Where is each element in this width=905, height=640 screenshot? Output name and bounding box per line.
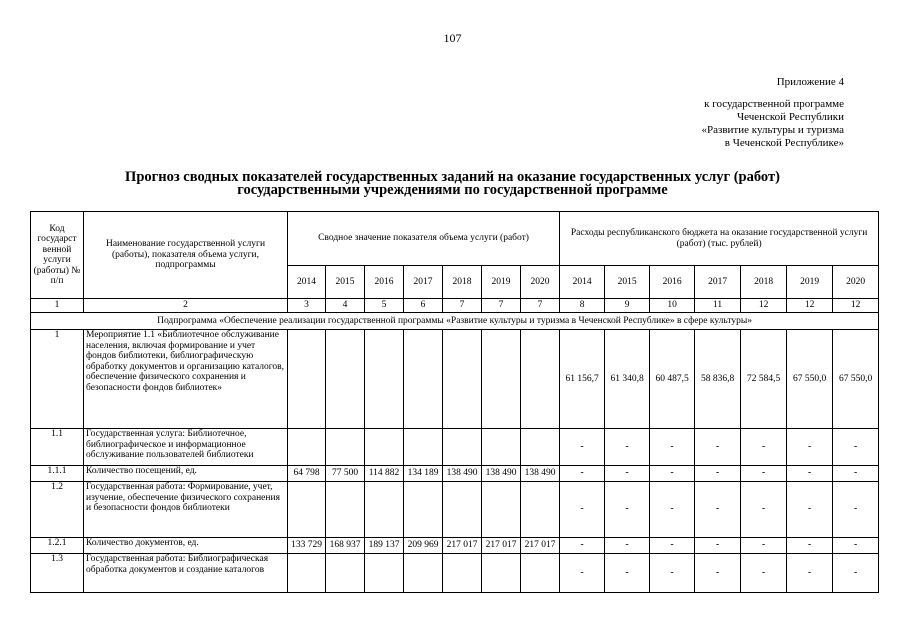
year-header: 2016	[650, 266, 695, 299]
volume-cell: 77 500	[326, 466, 365, 482]
volume-cell	[443, 482, 482, 538]
row-name: Государственная услуга: Библиотечное, библиографическое и информационное обслуживание пользователей библиотеки	[84, 429, 288, 466]
expense-cell: -	[650, 538, 695, 554]
volume-cell	[404, 429, 443, 466]
header-name: Наименование государственной услуги (работы), показателя объема услуги, подпрограммы	[84, 212, 288, 299]
expense-cell: -	[560, 554, 605, 593]
year-header: 2015	[605, 266, 650, 299]
column-number: 7	[521, 299, 560, 313]
expense-cell: -	[650, 554, 695, 593]
volume-cell	[521, 482, 560, 538]
volume-cell	[365, 429, 404, 466]
row-number: 1.2	[31, 482, 84, 538]
volume-cell: 133 729	[288, 538, 326, 554]
column-number: 12	[787, 299, 833, 313]
volume-cell	[326, 429, 365, 466]
year-header: 2018	[443, 266, 482, 299]
volume-cell: 217 017	[482, 538, 521, 554]
volume-cell	[365, 554, 404, 593]
volume-cell	[521, 429, 560, 466]
table-row	[31, 466, 879, 482]
expense-cell: -	[695, 466, 741, 482]
volume-cell: 168 937	[326, 538, 365, 554]
column-number: 10	[650, 299, 695, 313]
expense-cell: -	[695, 554, 741, 593]
volume-cell	[482, 330, 521, 429]
volume-cell: 134 189	[404, 466, 443, 482]
volume-cell: 217 017	[521, 538, 560, 554]
column-number: 1	[31, 299, 84, 313]
expense-cell: -	[695, 538, 741, 554]
year-header: 2019	[482, 266, 521, 299]
page-number: 107	[443, 31, 462, 45]
volume-cell	[288, 429, 326, 466]
appendix-line: «Развитие культуры и туризма	[701, 124, 844, 136]
column-number: 5	[365, 299, 404, 313]
table-row	[31, 429, 879, 466]
appendix-line: Чеченской Республики	[736, 111, 844, 123]
appendix-title: Приложение 4	[776, 76, 844, 88]
expense-cell: 67 550,0	[833, 330, 879, 429]
row-name: Государственная работа: Формирование, учет, изучение, обеспечение физического сохранения и безопасности фондов библиотеки	[84, 482, 288, 538]
year-header: 2015	[326, 266, 365, 299]
expense-cell: -	[741, 429, 787, 466]
expense-cell: -	[787, 538, 833, 554]
volume-cell: 138 490	[482, 466, 521, 482]
volume-cell	[482, 482, 521, 538]
year-header: 2019	[787, 266, 833, 299]
volume-cell	[326, 330, 365, 429]
expense-cell: -	[833, 429, 879, 466]
expense-cell: -	[741, 482, 787, 538]
table-row	[31, 482, 879, 538]
year-header: 2020	[521, 266, 560, 299]
expense-cell: -	[787, 482, 833, 538]
column-number: 2	[84, 299, 288, 313]
volume-cell	[326, 554, 365, 593]
volume-cell	[482, 554, 521, 593]
expense-cell: 67 550,0	[787, 330, 833, 429]
volume-cell	[521, 554, 560, 593]
year-header: 2014	[560, 266, 605, 299]
volume-cell	[482, 429, 521, 466]
expense-cell: -	[650, 482, 695, 538]
expense-cell: -	[787, 466, 833, 482]
indicators-table	[30, 211, 879, 593]
expense-cell: -	[605, 429, 650, 466]
appendix-block	[702, 76, 845, 150]
expense-cell: -	[560, 538, 605, 554]
row-number: 1	[31, 330, 84, 429]
document-title	[0, 171, 905, 197]
header-row	[31, 212, 879, 266]
volume-cell: 189 137	[365, 538, 404, 554]
expense-cell: 60 487,5	[650, 330, 695, 429]
row-name: Количество документов, ед.	[84, 538, 288, 554]
volume-cell	[521, 330, 560, 429]
volume-cell	[365, 482, 404, 538]
header-code: Код государст венной услуги (работы) № п/п	[31, 212, 84, 299]
volume-cell: 217 017	[443, 538, 482, 554]
column-number: 7	[443, 299, 482, 313]
expense-cell: -	[560, 482, 605, 538]
row-number: 1.1	[31, 429, 84, 466]
column-number: 8	[560, 299, 605, 313]
header-volume: Сводное значение показателя объема услуги (работ)	[288, 212, 560, 266]
row-name: Количество посещений, ед.	[84, 466, 288, 482]
expense-cell: -	[741, 554, 787, 593]
expense-cell: -	[605, 554, 650, 593]
expense-cell: 58 836,8	[695, 330, 741, 429]
volume-cell	[404, 330, 443, 429]
volume-cell: 114 882	[365, 466, 404, 482]
volume-cell: 138 490	[443, 466, 482, 482]
expense-cell: -	[650, 429, 695, 466]
volume-cell	[443, 429, 482, 466]
title-line: Прогноз сводных показателей государственных заданий на оказание государственных услуг (работ)	[125, 169, 780, 185]
volume-cell: 209 969	[404, 538, 443, 554]
year-header: 2018	[741, 266, 787, 299]
expense-cell: -	[787, 429, 833, 466]
volume-cell: 64 798	[288, 466, 326, 482]
volume-cell	[326, 482, 365, 538]
volume-cell	[288, 482, 326, 538]
year-header: 2017	[695, 266, 741, 299]
subprogram-row	[31, 313, 879, 330]
volume-cell	[443, 554, 482, 593]
expense-cell: -	[833, 482, 879, 538]
year-header: 2014	[288, 266, 326, 299]
column-number: 11	[695, 299, 741, 313]
row-number: 1.3	[31, 554, 84, 593]
column-number: 3	[288, 299, 326, 313]
volume-cell	[404, 554, 443, 593]
expense-cell: 72 584,5	[741, 330, 787, 429]
header-expenses: Расходы республиканского бюджета на оказание государственной услуги (работ) (тыс. рублей)	[560, 212, 879, 266]
volume-cell: 138 490	[521, 466, 560, 482]
expense-cell: -	[741, 466, 787, 482]
column-number: 7	[482, 299, 521, 313]
expense-cell: -	[833, 466, 879, 482]
appendix-line: в Чеченской Республике»	[724, 137, 844, 149]
column-number-row	[31, 299, 879, 313]
year-header: 2016	[365, 266, 404, 299]
expense-cell: -	[833, 554, 879, 593]
year-header: 2017	[404, 266, 443, 299]
table-row	[31, 538, 879, 554]
table-row	[31, 330, 879, 429]
column-number: 12	[741, 299, 787, 313]
expense-cell: -	[605, 482, 650, 538]
volume-cell	[288, 330, 326, 429]
expense-cell: -	[695, 482, 741, 538]
column-number: 12	[833, 299, 879, 313]
volume-cell	[365, 330, 404, 429]
expense-cell: -	[741, 538, 787, 554]
expense-cell: 61 156,7	[560, 330, 605, 429]
column-number: 4	[326, 299, 365, 313]
expense-cell: -	[605, 466, 650, 482]
row-number: 1.1.1	[31, 466, 84, 482]
expense-cell: -	[787, 554, 833, 593]
column-number: 9	[605, 299, 650, 313]
column-number: 6	[404, 299, 443, 313]
expense-cell: -	[605, 538, 650, 554]
volume-cell	[404, 482, 443, 538]
row-name: Мероприятие 1.1 «Библиотечное обслуживание населения, включая формирование и учет фондов библиотеки, библиографическую обработку документов и организацию каталогов, обеспечение физического сохранения и безопасности фондов библиотек»	[84, 330, 288, 429]
row-number: 1.2.1	[31, 538, 84, 554]
year-header: 2020	[833, 266, 879, 299]
expense-cell: 61 340,8	[605, 330, 650, 429]
expense-cell: -	[560, 429, 605, 466]
table-row	[31, 554, 879, 593]
volume-cell	[288, 554, 326, 593]
expense-cell: -	[695, 429, 741, 466]
title-line: государственными учреждениями по государственной программе	[237, 182, 668, 198]
appendix-line: к государственной программе	[704, 98, 844, 110]
expense-cell: -	[560, 466, 605, 482]
expense-cell: -	[833, 538, 879, 554]
expense-cell: -	[650, 466, 695, 482]
volume-cell	[443, 330, 482, 429]
subprogram-title: Подпрограмма «Обеспечение реализации государственной программы «Развитие культуры и туризма в Чеченской Республике» в сфере культуры»	[31, 313, 879, 330]
row-name: Государственная работа: Библиографическая обработка документов и создание каталогов	[84, 554, 288, 593]
